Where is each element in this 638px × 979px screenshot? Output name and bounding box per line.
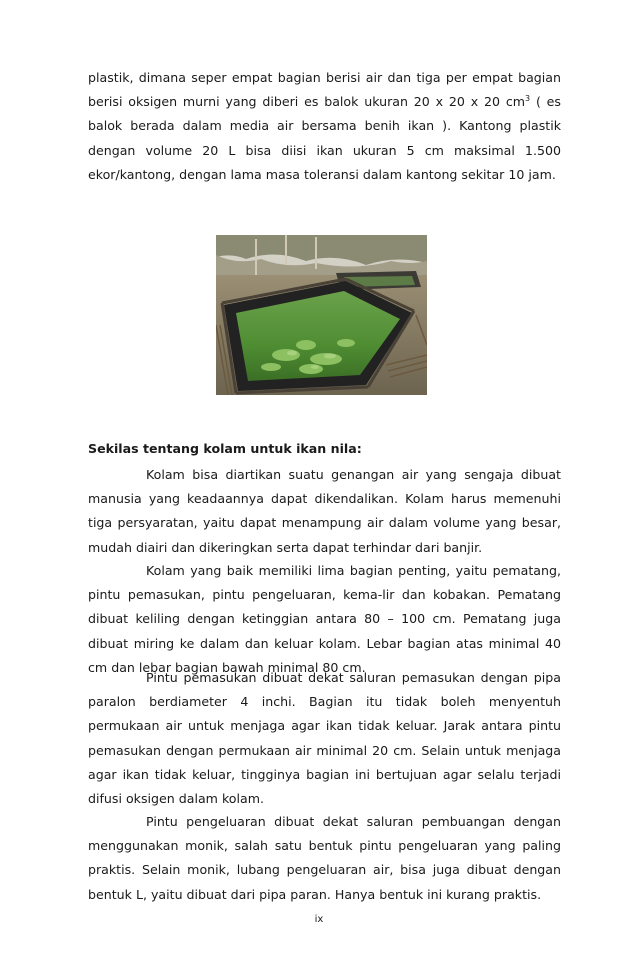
page-number: ix [314, 914, 324, 925]
superscript-cubed: 3 [525, 94, 531, 104]
paragraph-transport [88, 66, 561, 187]
paragraph-pond-parts: Kolam yang baik memiliki lima bagian penting, yaitu pematang, pintu pemasukan, pintu pengeluaran, kema-lir dan kobakan. Pematang dibuat keliling dengan ketinggian antara 80 – 100 cm. Pematang juga dibuat miring ke dalam dan keluar kolam. Lebar bagian atas minimal 40 cm dan lebar bagian bawah minimal 80 cm. [88, 563, 561, 675]
paragraph-definition: Kolam bisa diartikan suatu genangan air yang sengaja dibuat manusia yang keadaannya dapat dikendalikan. Kolam harus memenuhi tiga persyaratan, yaitu dapat menampung air dalam volume yang besar, mudah diairi dan dikeringkan serta dapat terhindar dari banjir. [88, 467, 561, 555]
paragraph-outlet: Pintu pengeluaran dibuat dekat saluran pembuangan dengan menggunakan monik, salah satu bentuk pintu pengeluaran yang paling praktis. Selain monik, lubang pengeluaran air, bisa juga dibuat dengan bentuk L, yaitu dibuat dari pipa paran. Hanya bentuk ini kurang praktis. [88, 814, 561, 902]
paragraph-inlet: Pintu pemasukan dibuat dekat saluran pemasukan dengan pipa paralon berdiameter 4 inchi. Bagian itu tidak boleh menyentuh permukaan air untuk menjaga agar ikan tidak keluar. Jarak antara pintu pemasukan dengan permukaan air minimal 20 cm. Selain untuk menjaga agar ikan tidak keluar, tingginya bagian ini bertujuan agar selalu terjadi difusi oksigen dalam kolam. [88, 670, 561, 807]
paragraph-transport-text-a: plastik, dimana seper empat bagian berisi air dan tiga per empat bagian berisi oksigen murni yang diberi es balok ukuran 20 x 20 x 20 cm [88, 70, 561, 110]
pond-photo-illustration [216, 235, 427, 395]
section-heading: Sekilas tentang kolam untuk ikan nila: [88, 441, 362, 456]
paragraph-transport-text-b: ( es balok berada dalam media air bersama benih ikan ). Kantong plastik dengan volume 20 L bisa diisi ikan ukuran 5 cm maksimal 1.500 ekor/kantong, dengan lama masa toleransi dalam kantong sekitar 10 jam. [88, 94, 561, 182]
pond-photo [216, 235, 427, 395]
